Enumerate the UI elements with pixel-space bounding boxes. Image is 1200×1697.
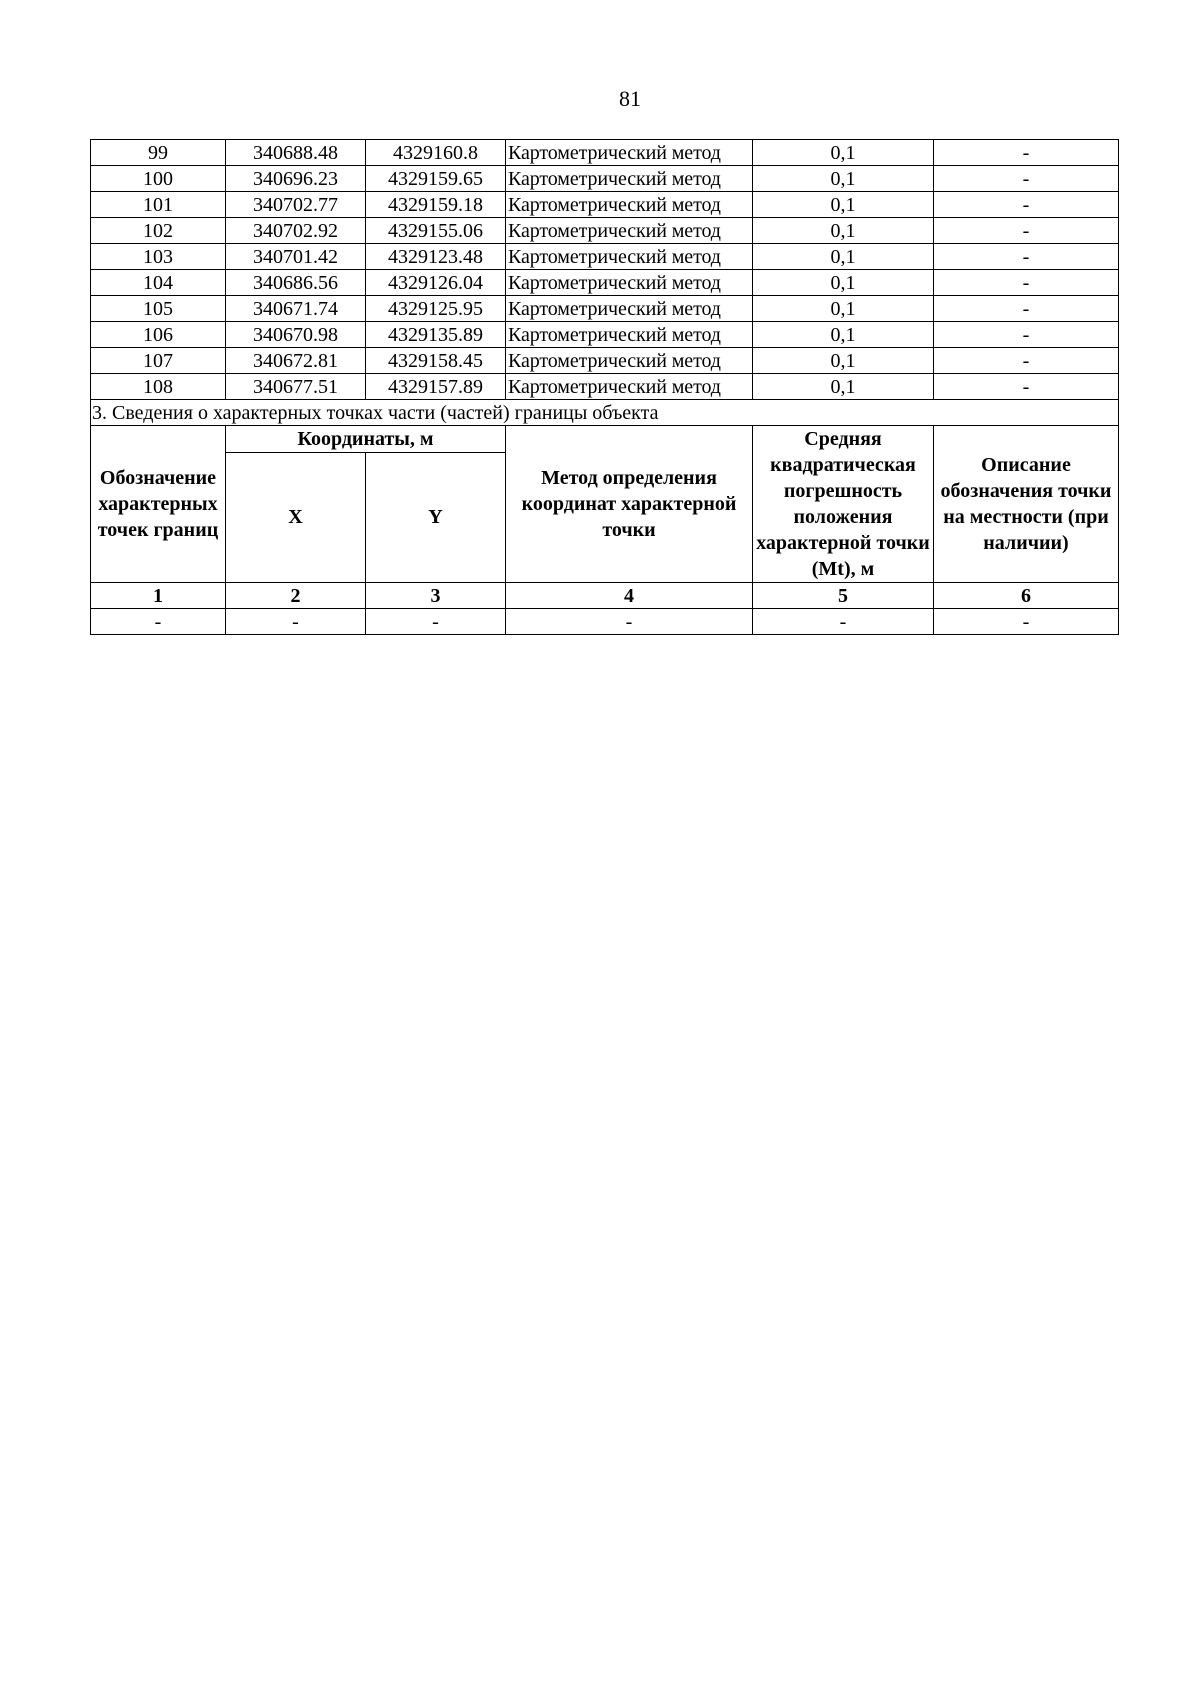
mean-error-cell: 0,1 [753,322,934,348]
empty-cell: - [753,609,934,635]
table-row [91,166,1119,192]
description-cell: - [934,166,1119,192]
mean-error-cell: 0,1 [753,374,934,400]
coord-y-cell: 4329157.89 [366,374,506,400]
table-row [91,218,1119,244]
coord-x-cell: 340686.56 [226,270,366,296]
method-cell: Картометрический метод [506,374,753,400]
page-number: 81 [619,86,641,111]
table-row [91,244,1119,270]
table-row [91,296,1119,322]
table-row [91,140,1119,166]
coord-y-cell: 4329135.89 [366,322,506,348]
point-number-cell: 103 [91,244,226,270]
column-number: 6 [934,583,1119,609]
mean-error-cell: 0,1 [753,244,934,270]
table-row [91,192,1119,218]
point-number-cell: 100 [91,166,226,192]
mean-error-cell: 0,1 [753,348,934,374]
points-table-body [91,140,1119,400]
coord-x-cell: 340696.23 [226,166,366,192]
section-3 [91,400,1119,635]
coord-y-cell: 4329159.65 [366,166,506,192]
coord-x-cell: 340701.42 [226,244,366,270]
column-number-row [91,583,1119,609]
point-number-cell: 101 [91,192,226,218]
mean-error-cell: 0,1 [753,166,934,192]
method-cell: Картометрический метод [506,192,753,218]
empty-cell: - [506,609,753,635]
header-description: Описание обозначения точки на местности (при наличии) [934,426,1119,583]
description-cell: - [934,374,1119,400]
header-method: Метод определения координат характерной точки [506,426,753,583]
empty-cell: - [91,609,226,635]
point-number-cell: 104 [91,270,226,296]
coord-y-cell: 4329159.18 [366,192,506,218]
header-mean-error: Средняя квадратическая погрешность положения характерной точки (Mt), м [753,426,934,583]
coord-x-cell: 340671.74 [226,296,366,322]
coord-y-cell: 4329158.45 [366,348,506,374]
method-cell: Картометрический метод [506,270,753,296]
column-number: 2 [226,583,366,609]
coord-x-cell: 340688.48 [226,140,366,166]
description-cell: - [934,296,1119,322]
coord-y-cell: 4329155.06 [366,218,506,244]
method-cell: Картометрический метод [506,322,753,348]
header-designation: Обозначение характерных точек границ [91,426,226,583]
coordinates-table [90,139,1119,635]
method-cell: Картометрический метод [506,218,753,244]
empty-data-row [91,609,1119,635]
description-cell: - [934,140,1119,166]
mean-error-cell: 0,1 [753,296,934,322]
table-row [91,270,1119,296]
column-number: 1 [91,583,226,609]
empty-cell: - [366,609,506,635]
method-cell: Картометрический метод [506,166,753,192]
coord-y-cell: 4329123.48 [366,244,506,270]
method-cell: Картометрический метод [506,244,753,270]
mean-error-cell: 0,1 [753,140,934,166]
description-cell: - [934,192,1119,218]
method-cell: Картометрический метод [506,348,753,374]
mean-error-cell: 0,1 [753,270,934,296]
table-row [91,348,1119,374]
mean-error-cell: 0,1 [753,192,934,218]
point-number-cell: 105 [91,296,226,322]
column-number: 4 [506,583,753,609]
description-cell: - [934,270,1119,296]
coord-x-cell: 340677.51 [226,374,366,400]
coord-x-cell: 340672.81 [226,348,366,374]
table-row [91,322,1119,348]
point-number-cell: 107 [91,348,226,374]
coord-y-cell: 4329125.95 [366,296,506,322]
coord-y-cell: 4329126.04 [366,270,506,296]
header-coordinates: Координаты, м [226,426,506,453]
header-x: X [226,452,366,583]
method-cell: Картометрический метод [506,140,753,166]
coord-x-cell: 340702.77 [226,192,366,218]
header-y: Y [366,452,506,583]
point-number-cell: 108 [91,374,226,400]
empty-cell: - [934,609,1119,635]
coord-x-cell: 340702.92 [226,218,366,244]
column-number: 5 [753,583,934,609]
coord-y-cell: 4329160.8 [366,140,506,166]
column-number: 3 [366,583,506,609]
empty-cell: - [226,609,366,635]
description-cell: - [934,218,1119,244]
point-number-cell: 106 [91,322,226,348]
point-number-cell: 99 [91,140,226,166]
mean-error-cell: 0,1 [753,218,934,244]
point-number-cell: 102 [91,218,226,244]
description-cell: - [934,322,1119,348]
section-3-title: 3. Сведения о характерных точках части (частей) границы объекта [91,400,1119,426]
coord-x-cell: 340670.98 [226,322,366,348]
description-cell: - [934,348,1119,374]
description-cell: - [934,244,1119,270]
method-cell: Картометрический метод [506,296,753,322]
table-row [91,374,1119,400]
